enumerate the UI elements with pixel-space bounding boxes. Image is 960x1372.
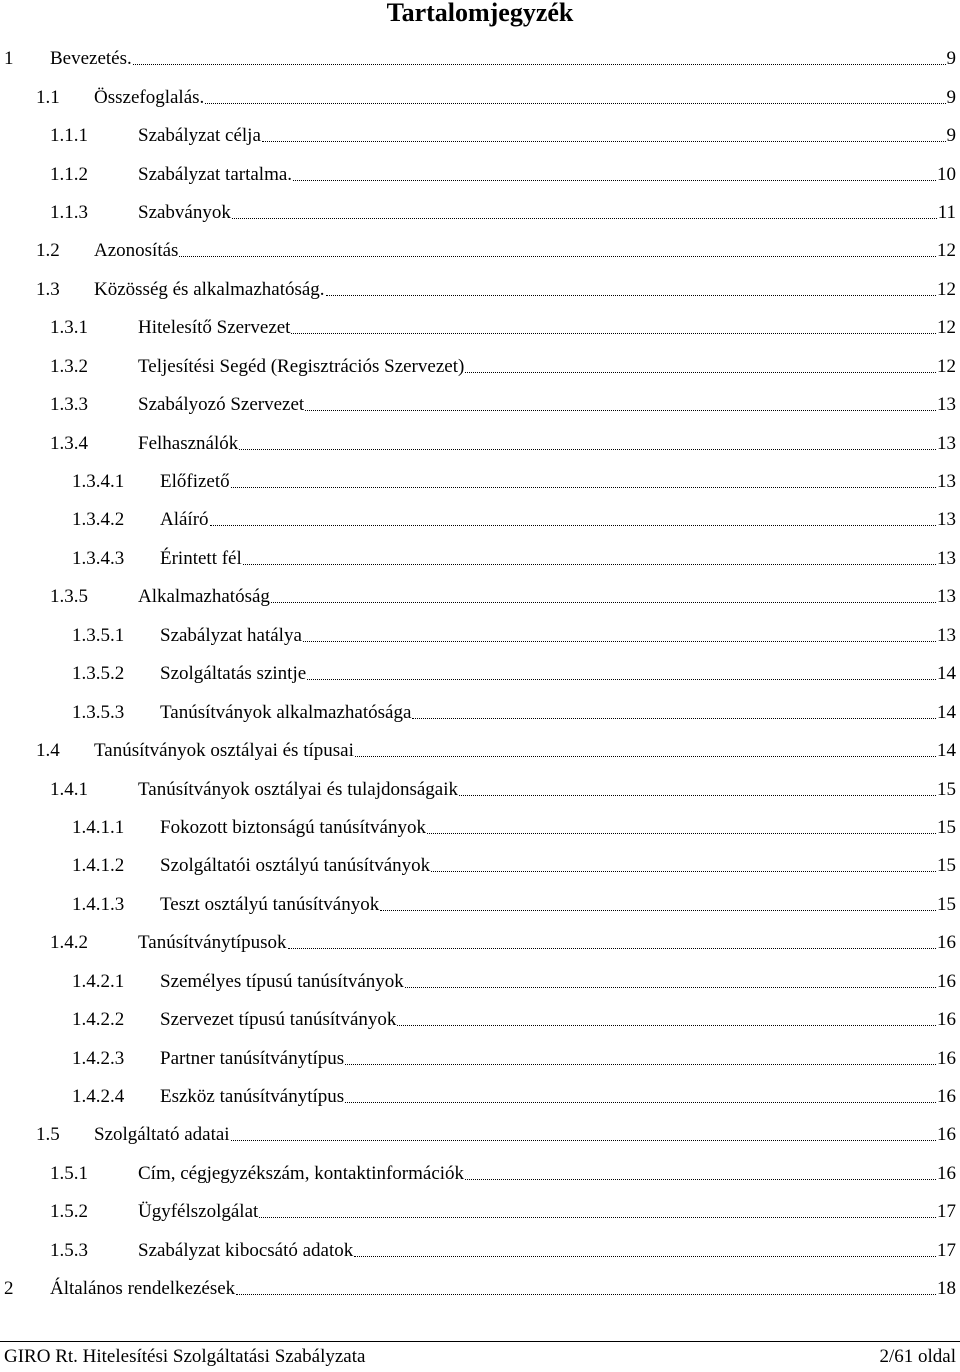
toc-dot-leader <box>465 372 936 373</box>
toc-dot-leader <box>231 487 936 488</box>
toc-entry-page: 16 <box>937 1047 956 1069</box>
toc-entry-line <box>160 1086 956 1108</box>
toc-entry-line <box>138 1240 956 1262</box>
toc-entry-page: 14 <box>937 663 956 685</box>
toc-entry-page: 12 <box>937 355 956 377</box>
toc-entry-page: 18 <box>937 1278 956 1300</box>
toc-entry[interactable] <box>0 655 960 693</box>
footer-divider <box>0 1341 960 1342</box>
toc-dot-leader <box>412 718 936 719</box>
toc-entry-title: Tanúsítványok alkalmazhatósága <box>160 701 412 723</box>
toc-entry-number: 1.1 <box>36 86 60 108</box>
toc-entry-line <box>138 433 956 455</box>
toc-entry-title: Tanúsítványok osztályai és tulajdonságaik <box>138 778 459 800</box>
toc-entry-title: Előfizető <box>160 471 230 493</box>
toc-entry[interactable] <box>0 578 960 616</box>
toc-entry-line <box>94 279 956 301</box>
toc-dot-leader <box>459 795 936 796</box>
toc-entry-page: 9 <box>946 86 956 108</box>
toc-entry-line <box>160 702 956 724</box>
toc-dot-leader <box>293 180 936 181</box>
toc-entry-line <box>50 48 956 70</box>
toc-entry-title: Szabályzat hatálya <box>160 624 302 646</box>
toc-entry-page: 9 <box>946 125 956 147</box>
toc-entry-number: 1.1.3 <box>50 201 88 223</box>
toc-entry[interactable] <box>0 117 960 155</box>
toc-dot-leader <box>239 449 936 450</box>
toc-dot-leader <box>231 1140 936 1141</box>
toc-dot-leader <box>232 218 937 219</box>
toc-entry-line <box>160 1009 956 1031</box>
toc-dot-leader <box>262 141 946 142</box>
toc-entry-number: 1.4.1.3 <box>72 893 125 915</box>
toc-entry-line <box>138 1201 956 1223</box>
toc-entry-number: 1.1.2 <box>50 163 88 185</box>
toc-dot-leader <box>243 564 936 565</box>
toc-entry-line <box>138 779 956 801</box>
toc-entry-number: 1.5.3 <box>50 1239 88 1261</box>
toc-entry-line <box>160 625 956 647</box>
toc-entry[interactable] <box>0 463 960 501</box>
toc-dot-leader <box>271 602 936 603</box>
toc-dot-leader <box>305 410 936 411</box>
toc-entry-number: 1.3.5.2 <box>72 663 125 685</box>
toc-entry-page: 12 <box>937 278 956 300</box>
toc-entry-page: 13 <box>937 547 956 569</box>
toc-entry-title: Teszt osztályú tanúsítványok <box>160 893 380 915</box>
toc-entry-number: 1.4.1 <box>50 778 88 800</box>
toc-dot-leader <box>427 833 936 834</box>
toc-entry-page: 13 <box>937 432 956 454</box>
toc-entry-line <box>138 394 956 416</box>
toc-entry-title: Szabályzat célja <box>138 125 261 147</box>
toc-entry-line <box>160 663 956 685</box>
toc-entry-page: 16 <box>937 1162 956 1184</box>
toc-entry-line <box>160 855 956 877</box>
toc-entry-title: Szabályzat kibocsátó adatok <box>138 1239 354 1261</box>
toc-dot-leader <box>465 1179 936 1180</box>
toc-entry-title: Teljesítési Segéd (Regisztrációs Szervezet) <box>138 355 465 377</box>
toc-entry-line <box>94 87 956 109</box>
toc-entry-title: Szabályzat tartalma. <box>138 163 293 185</box>
toc-entry-line <box>160 509 956 531</box>
toc-entry-line <box>94 240 956 262</box>
toc-entry[interactable] <box>0 40 960 78</box>
footer-document-title: GIRO Rt. Hitelesítési Szolgáltatási Szabályzata <box>4 1346 366 1367</box>
toc-entry[interactable] <box>0 271 960 309</box>
toc-entry-number: 1.4.2 <box>50 932 88 954</box>
toc-entry-line <box>138 586 956 608</box>
toc-entry[interactable] <box>0 924 960 962</box>
toc-dot-leader <box>397 1025 936 1026</box>
toc-entry-line <box>160 817 956 839</box>
toc-dot-leader <box>380 910 936 911</box>
toc-entry-line <box>160 1048 956 1070</box>
toc-entry-line <box>138 125 956 147</box>
toc-entry-title: Általános rendelkezések <box>50 1278 236 1300</box>
toc-entry-page: 14 <box>937 740 956 762</box>
toc-entry[interactable] <box>0 540 960 578</box>
toc-entry-title: Szolgáltatói osztályú tanúsítványok <box>160 855 431 877</box>
toc-entry-page: 16 <box>937 1009 956 1031</box>
toc-entry[interactable] <box>0 693 960 731</box>
toc-entry-number: 1.4.1.2 <box>72 855 125 877</box>
toc-entry-title: Cím, cégjegyzékszám, kontaktinformációk <box>138 1162 465 1184</box>
toc-entry-number: 1.3.4.1 <box>72 471 125 493</box>
toc-dot-leader <box>431 871 936 872</box>
toc-entry-number: 1.3 <box>36 278 60 300</box>
toc-entry-title: Szabványok <box>138 201 231 223</box>
toc-dot-leader <box>133 64 946 65</box>
toc-entry[interactable] <box>0 309 960 347</box>
toc-entry-title: Partner tanúsítványtípus <box>160 1047 345 1069</box>
toc-dot-leader <box>345 1064 936 1065</box>
toc-entry-line <box>138 356 956 378</box>
toc-entry-number: 1.4.2.2 <box>72 1009 125 1031</box>
toc-entry[interactable] <box>0 1039 960 1077</box>
toc-entry-number: 1.5.2 <box>50 1201 88 1223</box>
toc-entry[interactable] <box>0 155 960 193</box>
toc-entry-number: 1.5 <box>36 1124 60 1146</box>
toc-entry[interactable] <box>0 886 960 924</box>
toc-entry-title: Érintett fél <box>160 547 242 569</box>
toc-dot-leader <box>236 1294 936 1295</box>
toc-entry-title: Felhasználók <box>138 432 239 454</box>
toc-entry-title: Szervezet típusú tanúsítványok <box>160 1009 397 1031</box>
page-footer <box>4 1346 956 1368</box>
toc-dot-leader <box>307 679 936 680</box>
toc-entry-page: 17 <box>937 1239 956 1261</box>
toc-entry-page: 10 <box>937 163 956 185</box>
toc-entry-title: Bevezetés. <box>50 48 132 70</box>
toc-entry-number: 1.3.5 <box>50 586 88 608</box>
toc-entry-page: 12 <box>937 317 956 339</box>
toc-entry-line <box>50 1278 956 1300</box>
toc-entry-page: 13 <box>937 624 956 646</box>
toc-entry-page: 15 <box>937 816 956 838</box>
toc-entry-number: 1.3.4.2 <box>72 509 125 531</box>
toc-entry[interactable] <box>0 78 960 116</box>
toc-entry-title: Tanúsítványok osztályai és típusai <box>94 740 354 762</box>
toc-entry[interactable] <box>0 1116 960 1154</box>
toc-entry-line <box>138 932 956 954</box>
toc-entry-title: Fokozott biztonságú tanúsítványok <box>160 816 426 838</box>
toc-entry-page: 13 <box>937 509 956 531</box>
toc-entry[interactable] <box>0 1270 960 1308</box>
toc-entry[interactable] <box>0 1001 960 1039</box>
toc-entry-line <box>138 202 956 224</box>
toc-entry-page: 13 <box>937 586 956 608</box>
toc-entry-line <box>160 471 956 493</box>
toc-dot-leader <box>288 948 936 949</box>
toc-entry-page: 16 <box>937 1124 956 1146</box>
toc-entry-number: 1.4.2.4 <box>72 1086 125 1108</box>
toc-entry-page: 12 <box>937 240 956 262</box>
toc-dot-leader <box>259 1217 936 1218</box>
toc-entry-title: Eszköz tanúsítványtípus <box>160 1086 345 1108</box>
toc-entry-number: 2 <box>4 1278 14 1300</box>
toc-entry-number: 1.5.1 <box>50 1162 88 1184</box>
toc-entry-number: 1.3.4.3 <box>72 547 125 569</box>
toc-entry-page: 15 <box>937 893 956 915</box>
toc-dot-leader <box>405 987 936 988</box>
toc-entry-title: Ügyfélszolgálat <box>138 1201 259 1223</box>
toc-entry-title: Aláíró <box>160 509 209 531</box>
toc-dot-leader <box>355 756 936 757</box>
toc-entry-number: 1.3.5.3 <box>72 701 125 723</box>
toc-entry-page: 15 <box>937 778 956 800</box>
toc-entry-line <box>160 548 956 570</box>
toc-dot-leader <box>210 525 936 526</box>
toc-entry-title: Hitelesítő Szervezet <box>138 317 291 339</box>
toc-entry[interactable] <box>0 232 960 270</box>
toc-entry[interactable] <box>0 1078 960 1116</box>
toc-entry-title: Szolgáltató adatai <box>94 1124 230 1146</box>
toc-entry-page: 13 <box>937 394 956 416</box>
toc-entry-page: 16 <box>937 970 956 992</box>
toc-entry-line <box>160 894 956 916</box>
toc-entry-number: 1.4 <box>36 740 60 762</box>
toc-dot-leader <box>326 295 936 296</box>
footer-page-number: 2/61 oldal <box>879 1346 956 1367</box>
toc-entry-page: 16 <box>937 1086 956 1108</box>
toc-entry-number: 1 <box>4 48 14 70</box>
toc-entry[interactable] <box>0 424 960 462</box>
toc-entry-number: 1.3.1 <box>50 317 88 339</box>
toc-entry[interactable] <box>0 348 960 386</box>
toc-dot-leader <box>303 641 936 642</box>
table-of-contents <box>0 40 960 1308</box>
toc-entry-line <box>138 1163 956 1185</box>
toc-entry-number: 1.2 <box>36 240 60 262</box>
toc-entry-title: Szolgáltatás szintje <box>160 663 307 685</box>
toc-entry-page: 14 <box>937 701 956 723</box>
toc-entry-number: 1.4.2.3 <box>72 1047 125 1069</box>
toc-entry-line <box>138 317 956 339</box>
toc-entry-title: Szabályozó Szervezet <box>138 394 305 416</box>
toc-entry-title: Közösség és alkalmazhatóság. <box>94 278 325 300</box>
toc-entry-page: 13 <box>937 471 956 493</box>
toc-entry-page: 16 <box>937 932 956 954</box>
toc-entry[interactable] <box>0 732 960 770</box>
toc-entry[interactable] <box>0 1232 960 1270</box>
toc-entry-number: 1.1.1 <box>50 125 88 147</box>
toc-entry-page: 15 <box>937 855 956 877</box>
toc-entry[interactable] <box>0 809 960 847</box>
toc-entry[interactable] <box>0 770 960 808</box>
toc-entry-line <box>138 164 956 186</box>
toc-dot-leader <box>345 1102 936 1103</box>
toc-entry-number: 1.3.4 <box>50 432 88 454</box>
toc-entry-line <box>160 971 956 993</box>
toc-entry[interactable] <box>0 617 960 655</box>
toc-entry-page: 17 <box>937 1201 956 1223</box>
toc-entry[interactable] <box>0 194 960 232</box>
toc-entry[interactable] <box>0 1155 960 1193</box>
toc-entry-number: 1.4.2.1 <box>72 970 125 992</box>
toc-entry-number: 1.3.3 <box>50 394 88 416</box>
toc-entry-page: 11 <box>937 201 956 223</box>
toc-entry-number: 1.4.1.1 <box>72 816 125 838</box>
toc-dot-leader <box>291 333 936 334</box>
toc-entry-line <box>94 740 956 762</box>
toc-entry[interactable] <box>0 386 960 424</box>
toc-dot-leader <box>179 256 936 257</box>
toc-entry-title: Személyes típusú tanúsítványok <box>160 970 404 992</box>
toc-entry-number: 1.3.5.1 <box>72 624 125 646</box>
toc-dot-leader <box>205 103 945 104</box>
toc-entry[interactable] <box>0 1193 960 1231</box>
toc-entry-page: 9 <box>946 48 956 70</box>
toc-dot-leader <box>354 1256 936 1257</box>
toc-entry-title: Tanúsítványtípusok <box>138 932 287 954</box>
toc-entry[interactable] <box>0 847 960 885</box>
toc-entry-title: Összefoglalás. <box>94 86 205 108</box>
toc-entry-title: Azonosítás <box>94 240 179 262</box>
toc-entry[interactable] <box>0 501 960 539</box>
toc-entry[interactable] <box>0 963 960 1001</box>
toc-entry-title: Alkalmazhatóság <box>138 586 270 608</box>
page-title: Tartalomjegyzék <box>386 0 574 27</box>
toc-entry-line <box>94 1124 956 1146</box>
toc-entry-number: 1.3.2 <box>50 355 88 377</box>
